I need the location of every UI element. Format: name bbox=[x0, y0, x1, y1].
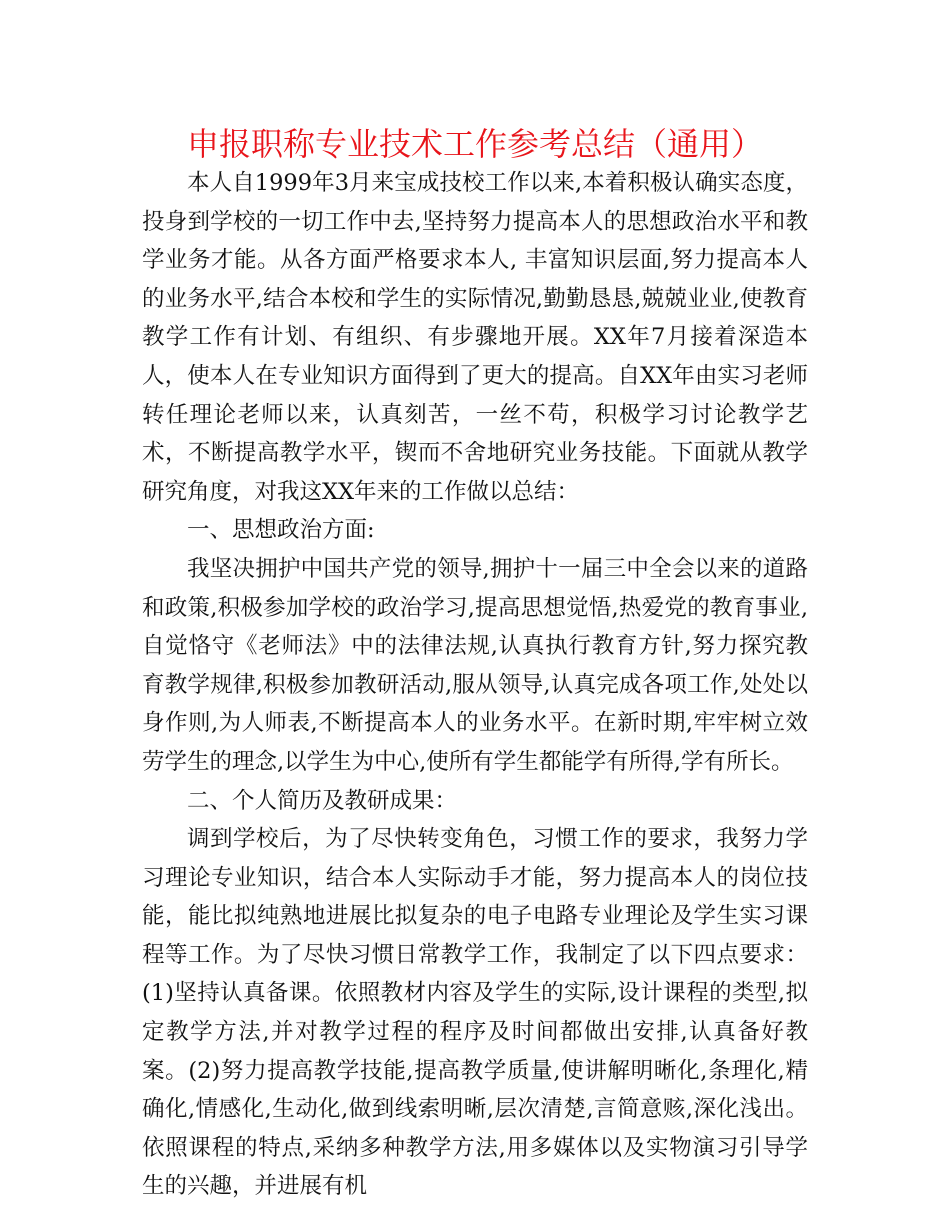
section-heading-resume: 二、个人简历及教研成果： bbox=[187, 787, 458, 814]
document-title: 申报职称专业技术工作参考总结（通用） bbox=[186, 125, 763, 163]
paragraph-resume: 调到学校后，为了尽快转变角色，习惯工作的要求，我努力学习理论专业知识，结合本人实际动手才能，努力提高本人的岗位技能，能比拟纯熟地进展比拟复杂的电子电路专业理论及学生实习课程等工作。为了尽快习惯日常教学工作，我制定了以下四点要求：(1)坚持认真备课。依照教材内容及学生的实际,设计课程的类型,拟定教学方法,并对教学过程的程序及时间都做出安排,认真备好教案。(2)努力提高教学技能,提高教学质量,使讲解明晰化,条理化,精确化,情感化,生动化,做到线索明晰,层次清楚,言简意赅,深化浅出。依照课程的特点,采纳多种教学方法,用多媒体以及实物演习引导学生的兴趣，并进展有机 bbox=[142, 826, 808, 1200]
paragraph-intro: 本人自1999年3月来宝成技校工作以来,本着积极认确实态度，投身到学校的一切工作中去,坚持努力提高本人的思想政治水平和教学业务才能。从各方面严格要求本人, 丰富知识层面,努力提高本人的业务水平,结合本校和学生的实际情况,勤勤恳恳,兢兢业业,使教育教学工作有计划、有组织、有步骤地开展。XX年7月接着深造本人，使本人在专业知识方面得到了更大的提高。自XX年由实习老师转任理论老师以来，认真刻苦，一丝不苟，积极学习讨论教学艺术，不断提高教学水平，锲而不舍地研究业务技能。下面就从教学研究角度，对我这XX年来的工作做以总结： bbox=[142, 170, 808, 505]
paragraph-political: 我坚决拥护中国共产党的领导,拥护十一届三中全会以来的道路和政策,积极参加学校的政治学习,提高思想觉悟,热爱党的教育事业,自觉恪守《老师法》中的法律法规,认真执行教育方针,努力探究教育教学规律,积极参加教研活动,服从领导,认真完成各项工作,处处以身作则,为人师表,不断提高本人的业务水平。在新时期,牢牢树立效劳学生的理念,以学生为中心,使所有学生都能学有所得,学有所长。 bbox=[142, 555, 808, 775]
document-body bbox=[142, 164, 808, 1206]
section-heading-political: 一、思想政治方面: bbox=[187, 517, 375, 544]
